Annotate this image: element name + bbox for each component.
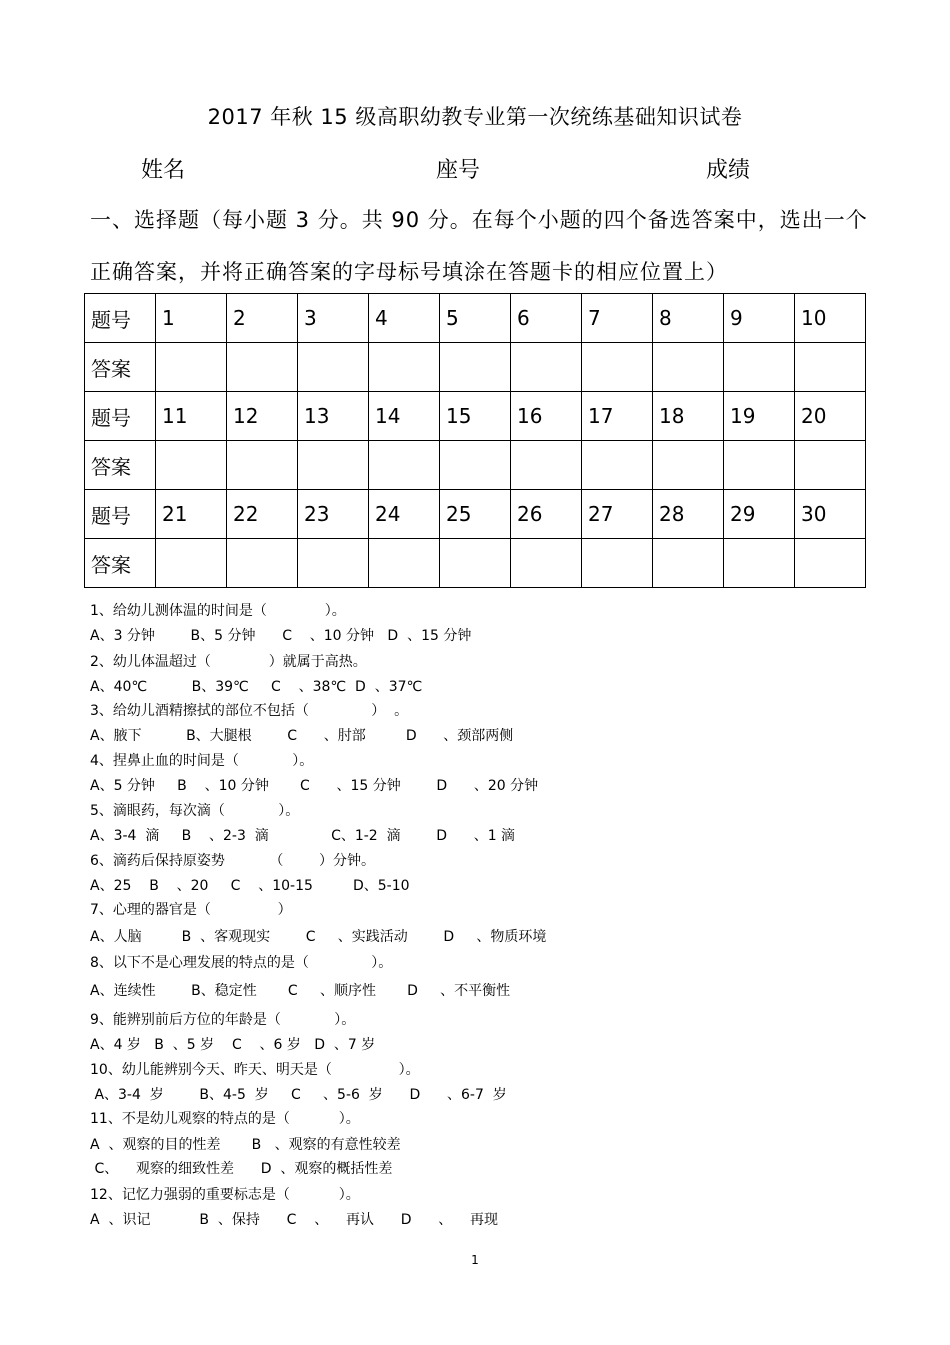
question-line: A、3-4 岁 B、4-5 岁 C 、5-6 岁 D 、6-7 岁 (90, 1087, 507, 1103)
question-line: 5、滴眼药，每次滴（ ）。 (90, 803, 300, 819)
question-line: A、连续性 B、稳定性 C 、顺序性 D 、不平衡性 (90, 983, 511, 999)
question-line: A、25 B 、20 C 、10-15 D、5-10 (90, 878, 410, 894)
grid-answer-label: 答案 (85, 343, 156, 392)
grid-answer-cell[interactable] (156, 343, 227, 392)
grid-answer-cell[interactable] (440, 539, 511, 588)
question-line: 1、给幼儿测体温的时间是（ ）。 (90, 603, 346, 619)
grid-answer-cell[interactable] (795, 441, 866, 490)
grid-question-number: 12 (227, 392, 298, 441)
grid-question-number: 11 (156, 392, 227, 441)
grid-question-number: 21 (156, 490, 227, 539)
grid-question-number: 18 (653, 392, 724, 441)
grid-question-number: 27 (582, 490, 653, 539)
grid-answer-cell[interactable] (653, 441, 724, 490)
question-line: A、腋下 B、大腿根 C 、肘部 D 、颈部两侧 (90, 728, 514, 744)
grid-question-number: 9 (724, 294, 795, 343)
page-number: 1 (471, 1253, 479, 1267)
grid-answer-cell[interactable] (440, 441, 511, 490)
grid-question-number: 6 (511, 294, 582, 343)
grid-answer-cell[interactable] (298, 539, 369, 588)
grid-answer-cell[interactable] (511, 441, 582, 490)
answer-grid (84, 293, 866, 588)
grid-question-number: 7 (582, 294, 653, 343)
question-line: A、5 分钟 B 、10 分钟 C 、15 分钟 D 、20 分钟 (90, 778, 539, 794)
grid-number-row (85, 392, 866, 441)
grid-answer-cell[interactable] (795, 343, 866, 392)
grid-question-number: 14 (369, 392, 440, 441)
grid-answer-label: 答案 (85, 539, 156, 588)
section-instruction-line1: 一、选择题（每小题 3 分。共 90 分。在每个小题的四个备选答案中，选出一个 (90, 208, 868, 232)
grid-question-number: 29 (724, 490, 795, 539)
question-line: A、3-4 滴 B 、2-3 滴 C、1-2 滴 D 、1 滴 (90, 828, 516, 844)
grid-question-number: 5 (440, 294, 511, 343)
grid-question-number: 15 (440, 392, 511, 441)
grid-question-number: 13 (298, 392, 369, 441)
section-instruction-line2: 正确答案，并将正确答案的字母标号填涂在答题卡的相应位置上） (90, 260, 728, 284)
grid-question-number: 19 (724, 392, 795, 441)
grid-answer-cell[interactable] (227, 539, 298, 588)
grid-answer-cell[interactable] (298, 441, 369, 490)
grid-answer-cell[interactable] (369, 343, 440, 392)
grid-answer-cell[interactable] (795, 539, 866, 588)
question-line: C、 观察的细致性差 D 、观察的概括性差 (90, 1161, 393, 1177)
grid-question-number: 23 (298, 490, 369, 539)
grid-answer-cell[interactable] (724, 441, 795, 490)
grid-answer-cell[interactable] (156, 441, 227, 490)
grid-question-number: 4 (369, 294, 440, 343)
question-line: 6、滴药后保持原姿势 （ ）分钟。 (90, 853, 376, 869)
grid-question-number: 3 (298, 294, 369, 343)
question-line: 9、能辨别前后方位的年龄是（ ）。 (90, 1012, 356, 1028)
grid-question-number: 2 (227, 294, 298, 343)
grid-question-number: 22 (227, 490, 298, 539)
question-line: 2、幼儿体温超过（ ）就属于高热。 (90, 654, 367, 670)
grid-question-number: 26 (511, 490, 582, 539)
question-line: 12、记忆力强弱的重要标志是（ ）。 (90, 1187, 360, 1203)
grid-answer-cell[interactable] (298, 343, 369, 392)
score-label: 成绩 (706, 158, 751, 183)
grid-answer-cell[interactable] (227, 343, 298, 392)
grid-question-number: 16 (511, 392, 582, 441)
grid-question-number: 17 (582, 392, 653, 441)
question-line: A 、观察的目的性差 B 、观察的有意性较差 (90, 1137, 401, 1153)
question-line: 11、不是幼儿观察的特点的是（ ）。 (90, 1111, 360, 1127)
question-line: 3、给幼儿酒精擦拭的部位不包括（ ） 。 (90, 703, 409, 719)
grid-answer-row (85, 343, 866, 392)
grid-answer-cell[interactable] (511, 343, 582, 392)
grid-answer-cell[interactable] (653, 343, 724, 392)
grid-number-label: 题号 (85, 490, 156, 539)
grid-number-row (85, 490, 866, 539)
question-line: A、3 分钟 B、5 分钟 C 、10 分钟 D 、15 分钟 (90, 628, 472, 644)
grid-question-number: 28 (653, 490, 724, 539)
grid-answer-cell[interactable] (227, 441, 298, 490)
grid-question-number: 8 (653, 294, 724, 343)
question-line: 4、捏鼻止血的时间是（ ）。 (90, 753, 314, 769)
grid-answer-row (85, 441, 866, 490)
grid-answer-cell[interactable] (156, 539, 227, 588)
grid-question-number: 24 (369, 490, 440, 539)
grid-number-row (85, 294, 866, 343)
exam-title: 2017 年秋 15 级高职幼教专业第一次统练基础知识试卷 (207, 105, 743, 129)
seat-label: 座号 (436, 158, 481, 183)
grid-answer-cell[interactable] (582, 441, 653, 490)
grid-question-number: 20 (795, 392, 866, 441)
name-label: 姓名 (141, 158, 186, 183)
grid-answer-cell[interactable] (440, 343, 511, 392)
question-line: A、人脑 B 、客观现实 C 、实践活动 D 、物质环境 (90, 929, 547, 945)
question-line: 10、幼儿能辨别今天、昨天、明天是（ ）。 (90, 1062, 420, 1078)
grid-answer-cell[interactable] (582, 539, 653, 588)
grid-answer-cell[interactable] (724, 343, 795, 392)
question-line: 7、心理的器官是（ ） (90, 902, 292, 918)
grid-number-label: 题号 (85, 392, 156, 441)
grid-question-number: 1 (156, 294, 227, 343)
grid-answer-cell[interactable] (369, 441, 440, 490)
question-line: A、4 岁 B 、5 岁 C 、6 岁 D 、7 岁 (90, 1037, 376, 1053)
grid-answer-row (85, 539, 866, 588)
grid-question-number: 30 (795, 490, 866, 539)
grid-question-number: 25 (440, 490, 511, 539)
grid-answer-cell[interactable] (582, 343, 653, 392)
grid-answer-cell[interactable] (724, 539, 795, 588)
question-line: 8、以下不是心理发展的特点的是（ ）。 (90, 955, 393, 971)
question-line: A、40℃ B、39℃ C 、38℃ D 、37℃ (90, 679, 423, 695)
grid-answer-cell[interactable] (369, 539, 440, 588)
grid-answer-cell[interactable] (511, 539, 582, 588)
grid-number-label: 题号 (85, 294, 156, 343)
grid-answer-cell[interactable] (653, 539, 724, 588)
question-line: A 、识记 B 、保持 C 、 再认 D 、 再现 (90, 1212, 498, 1228)
grid-answer-label: 答案 (85, 441, 156, 490)
grid-question-number: 10 (795, 294, 866, 343)
